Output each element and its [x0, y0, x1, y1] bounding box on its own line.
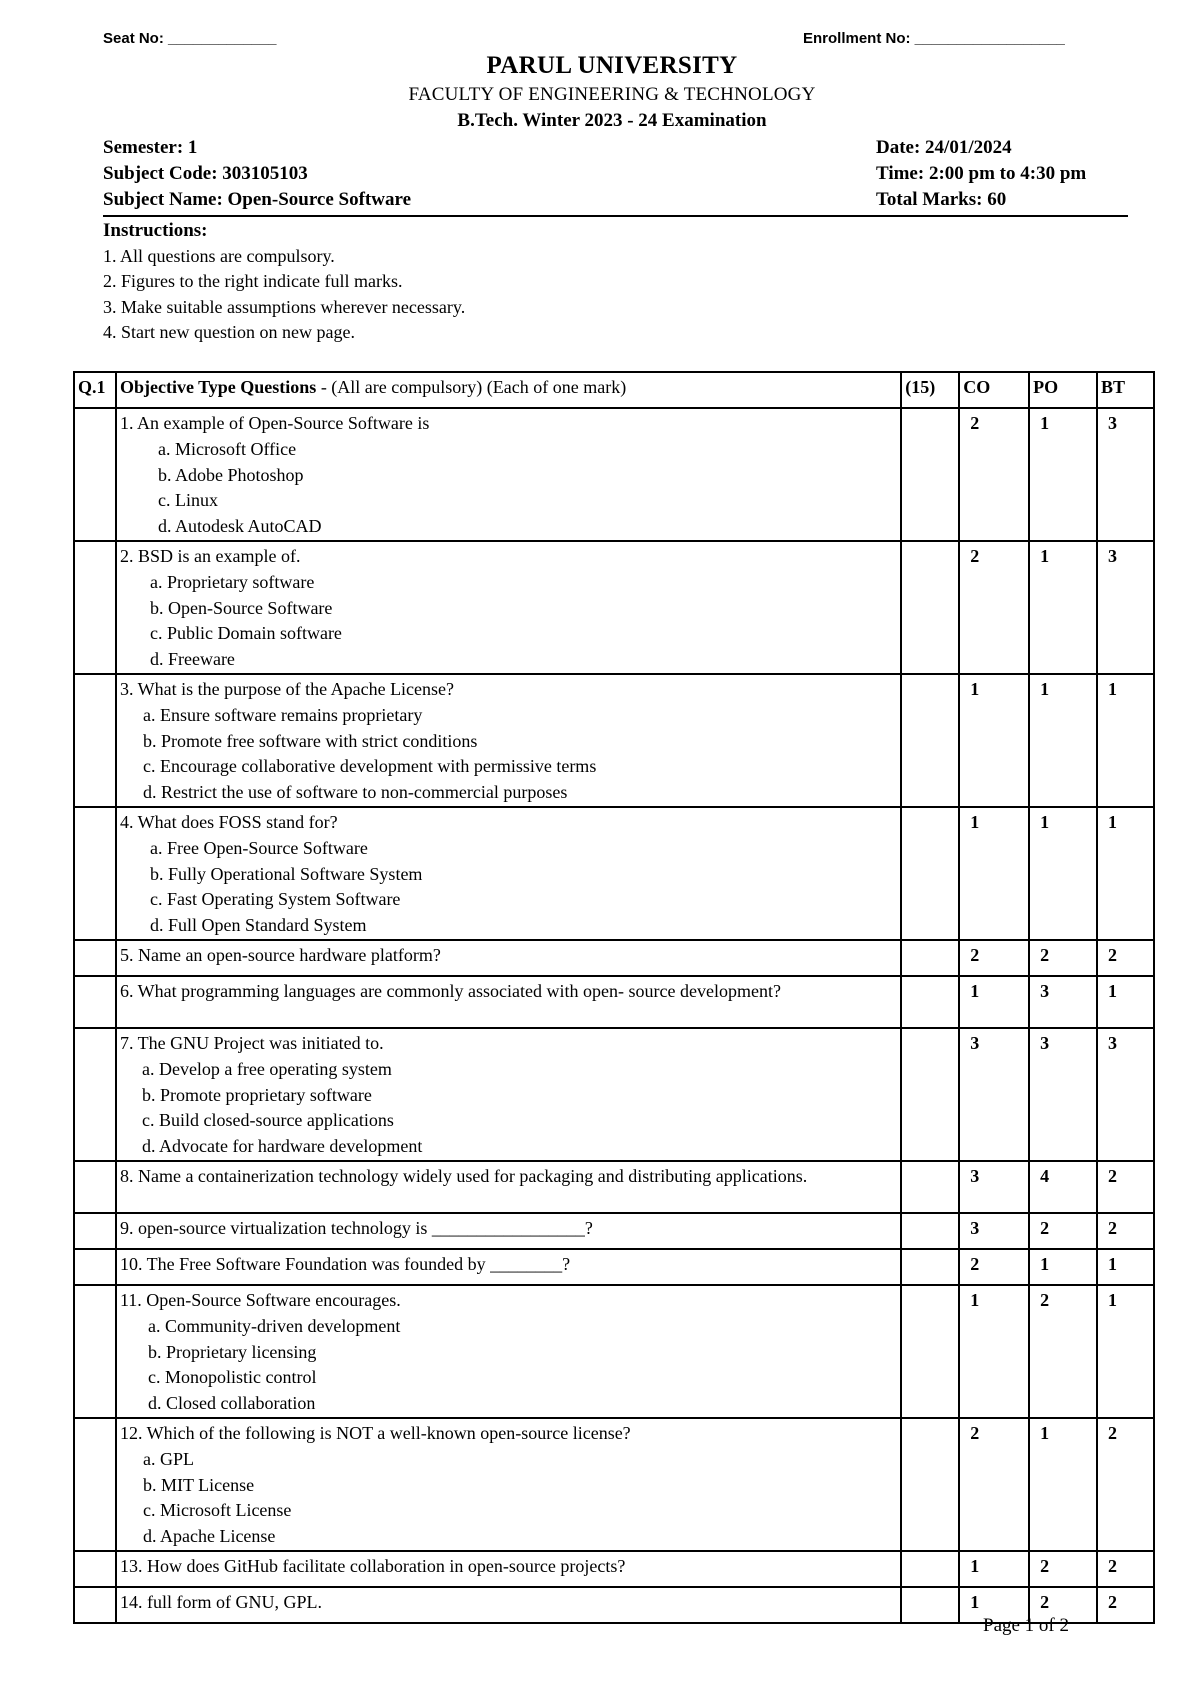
bt-value: 2: [1097, 1587, 1154, 1623]
question-number-cell: [74, 1551, 116, 1587]
question-cell: [116, 1285, 901, 1418]
section-title-bold: Objective Type Questions: [119, 377, 317, 397]
question-cell: [116, 807, 901, 940]
question-number-cell: [74, 408, 116, 541]
bt-value: 2: [1097, 940, 1154, 976]
po-value: 1: [1029, 1418, 1097, 1551]
bt-value: 2: [1097, 1418, 1154, 1551]
subject-name: Subject Name: Open-Source Software: [103, 189, 412, 210]
question-number-cell: [74, 1418, 116, 1551]
question-cell: [116, 1587, 901, 1623]
question-label: Q.1: [74, 372, 116, 408]
marks-cell: [901, 1213, 959, 1249]
question-row: [74, 1249, 1154, 1285]
question-text: 14. full form of GNU, GPL.: [119, 1591, 322, 1612]
question-cell: [116, 1418, 901, 1551]
po-value: 1: [1029, 1249, 1097, 1285]
question-option: a. Proprietary software: [149, 571, 315, 592]
co-value: 2: [959, 1418, 1029, 1551]
marks-cell: [901, 1249, 959, 1285]
co-value: 1: [959, 807, 1029, 940]
question-option: d. Freeware: [149, 649, 235, 670]
question-text: 5. Name an open-source hardware platform?: [119, 944, 441, 965]
po-value: 2: [1029, 1587, 1097, 1623]
enrollment-number-field: Enrollment No: __________________: [803, 30, 1065, 47]
question-number-cell: [74, 541, 116, 674]
bt-value: 2: [1097, 1551, 1154, 1587]
bt-value: 1: [1097, 976, 1154, 1028]
question-row: [74, 408, 1154, 541]
question-option: a. Community-driven development: [147, 1315, 401, 1336]
question-cell: [116, 976, 901, 1028]
po-value: 1: [1029, 541, 1097, 674]
bt-value: 1: [1097, 674, 1154, 807]
question-number-cell: [74, 940, 116, 976]
section-title-rest: - (All are compulsory) (Each of one mark): [316, 377, 627, 397]
bt-value: 1: [1097, 1249, 1154, 1285]
question-option: c. Linux: [157, 490, 218, 511]
po-value: 2: [1029, 1213, 1097, 1249]
question-cell: [116, 1551, 901, 1587]
marks-cell: [901, 541, 959, 674]
marks-cell: [901, 1551, 959, 1587]
question-option: a. Ensure software remains proprietary: [142, 704, 423, 725]
marks-cell: [901, 1028, 959, 1161]
question-row: [74, 940, 1154, 976]
question-cell: [116, 1028, 901, 1161]
question-cell: [116, 1249, 901, 1285]
marks-cell: [901, 940, 959, 976]
bt-value: 3: [1097, 1028, 1154, 1161]
question-number-cell: [74, 976, 116, 1028]
question-number-cell: [74, 1249, 116, 1285]
question-row: [74, 1161, 1154, 1213]
question-option: b. Adobe Photoshop: [157, 464, 304, 485]
instruction-item: 4. Start new question on new page.: [103, 322, 355, 342]
marks-cell: [901, 1418, 959, 1551]
question-option: c. Public Domain software: [149, 623, 342, 644]
co-value: 1: [959, 674, 1029, 807]
co-value: 2: [959, 1249, 1029, 1285]
bt-value: 3: [1097, 541, 1154, 674]
question-option: d. Full Open Standard System: [149, 915, 367, 936]
co-value: 1: [959, 1285, 1029, 1418]
co-value: 1: [959, 1551, 1029, 1587]
question-row: [74, 1418, 1154, 1551]
bt-value: 1: [1097, 807, 1154, 940]
question-option: b. Open-Source Software: [149, 597, 333, 618]
instructions-heading: Instructions:: [103, 220, 208, 241]
subject-code: Subject Code: 303105103: [103, 163, 308, 184]
bt-value: 2: [1097, 1161, 1154, 1213]
question-cell: [116, 408, 901, 541]
question-row: [74, 1213, 1154, 1249]
question-option: b. MIT License: [142, 1474, 255, 1495]
bt-value: 2: [1097, 1213, 1154, 1249]
co-value: 3: [959, 1161, 1029, 1213]
question-text: 3. What is the purpose of the Apache License?: [119, 678, 455, 699]
question-text: 8. Name a containerization technology widely used for packaging and distributing applications.: [119, 1165, 808, 1186]
exam-meta-left: [103, 135, 411, 213]
question-row: [74, 976, 1154, 1028]
section-title: [116, 372, 901, 408]
question-cell: [116, 1213, 901, 1249]
question-row: [74, 674, 1154, 807]
po-value: 1: [1029, 408, 1097, 541]
instruction-item: 2. Figures to the right indicate full marks.: [103, 271, 403, 291]
marks-cell: [901, 1285, 959, 1418]
co-value: 1: [959, 1587, 1029, 1623]
question-option: b. Promote free software with strict conditions: [142, 730, 478, 751]
instruction-item: 3. Make suitable assumptions wherever necessary.: [103, 296, 466, 317]
question-row: [74, 1285, 1154, 1418]
question-option: d. Advocate for hardware development: [141, 1136, 423, 1157]
instruction-item: 1. All questions are compulsory.: [103, 245, 335, 266]
question-text: 12. Which of the following is NOT a well-known open-source license?: [119, 1422, 631, 1443]
question-text: 10. The Free Software Foundation was founded by ________?: [119, 1253, 571, 1274]
bt-value: 1: [1097, 1285, 1154, 1418]
question-row: [74, 1028, 1154, 1161]
faculty-title: FACULTY OF ENGINEERING & TECHNOLOGY: [408, 84, 816, 105]
po-value: 4: [1029, 1161, 1097, 1213]
marks-cell: [901, 976, 959, 1028]
exam-time: Time: 2:00 pm to 4:30 pm: [876, 163, 1087, 184]
marks-cell: [901, 408, 959, 541]
po-value: 1: [1029, 674, 1097, 807]
instructions: [103, 218, 465, 346]
question-text: 7. The GNU Project was initiated to.: [119, 1032, 384, 1053]
question-text: 2. BSD is an example of.: [119, 545, 301, 566]
marks-cell: [901, 1587, 959, 1623]
question-text: 1. An example of Open-Source Software is: [119, 413, 430, 433]
university-title: PARUL UNIVERSITY: [486, 52, 738, 79]
question-option: a. Microsoft Office: [157, 438, 297, 459]
question-number-cell: [74, 1161, 116, 1213]
marks-cell: [901, 1161, 959, 1213]
question-row: [74, 541, 1154, 674]
question-option: c. Fast Operating System Software: [149, 889, 401, 910]
question-option: d. Restrict the use of software to non-commercial purposes: [142, 782, 568, 803]
question-row: [74, 1551, 1154, 1587]
co-value: 3: [959, 1028, 1029, 1161]
question-option: b. Proprietary licensing: [147, 1341, 317, 1362]
question-option: d. Closed collaboration: [147, 1393, 316, 1414]
po-value: 1: [1029, 807, 1097, 940]
question-text: 9. open-source virtualization technology is _________________?: [119, 1217, 593, 1238]
po-value: 2: [1029, 940, 1097, 976]
co-value: 2: [959, 541, 1029, 674]
co-value: 2: [959, 940, 1029, 976]
question-option: d. Autodesk AutoCAD: [157, 516, 322, 537]
question-cell: [116, 541, 901, 674]
question-cell: [116, 1161, 901, 1213]
question-number-cell: [74, 1213, 116, 1249]
col-bt-header: BT: [1097, 372, 1154, 408]
question-number-cell: [74, 807, 116, 940]
question-option: b. Promote proprietary software: [141, 1084, 372, 1105]
exam-title: B.Tech. Winter 2023 - 24 Examination: [457, 110, 767, 131]
total-marks: Total Marks: 60: [876, 189, 1007, 210]
po-value: 2: [1029, 1285, 1097, 1418]
question-option: c. Microsoft License: [142, 1500, 292, 1521]
question-cell: [116, 674, 901, 807]
question-number-cell: [74, 1285, 116, 1418]
col-co-header: CO: [959, 372, 1029, 408]
po-value: 2: [1029, 1551, 1097, 1587]
question-text: 11. Open-Source Software encourages.: [119, 1289, 401, 1310]
question-number-cell: [74, 674, 116, 807]
bt-value: 3: [1097, 408, 1154, 541]
question-option: a. Develop a free operating system: [141, 1058, 392, 1079]
co-value: 1: [959, 976, 1029, 1028]
question-text: 13. How does GitHub facilitate collaboration in open-source projects?: [119, 1555, 626, 1576]
question-option: c. Build closed-source applications: [141, 1110, 394, 1131]
question-option: b. Fully Operational Software System: [149, 863, 423, 884]
question-number-cell: [74, 1587, 116, 1623]
question-option: d. Apache License: [142, 1526, 276, 1547]
question-option: a. Free Open-Source Software: [149, 837, 368, 858]
po-value: 3: [1029, 1028, 1097, 1161]
page-number: Page 1 of 2: [983, 1615, 1070, 1636]
header-divider: [103, 215, 1128, 217]
col-po-header: PO: [1029, 372, 1097, 408]
question-option: a. GPL: [142, 1448, 194, 1469]
seat-number-field: Seat No: _____________: [103, 30, 277, 47]
semester: Semester: 1: [103, 137, 198, 158]
exam-date: Date: 24/01/2024: [876, 137, 1012, 158]
question-cell: [116, 940, 901, 976]
questions-table: [73, 371, 1155, 1624]
question-number-cell: [74, 1028, 116, 1161]
co-value: 3: [959, 1213, 1029, 1249]
question-text: 4. What does FOSS stand for?: [119, 811, 338, 832]
exam-meta-right: [876, 135, 1086, 213]
question-option: c. Monopolistic control: [147, 1367, 317, 1388]
question-text: 6. What programming languages are commonly associated with open- source development?: [119, 980, 781, 1001]
table-header-row: [74, 372, 1154, 408]
co-value: 2: [959, 408, 1029, 541]
marks-cell: [901, 674, 959, 807]
question-option: c. Encourage collaborative development with permissive terms: [142, 756, 597, 777]
section-marks: (15): [901, 372, 959, 408]
question-row: [74, 807, 1154, 940]
marks-cell: [901, 807, 959, 940]
po-value: 3: [1029, 976, 1097, 1028]
